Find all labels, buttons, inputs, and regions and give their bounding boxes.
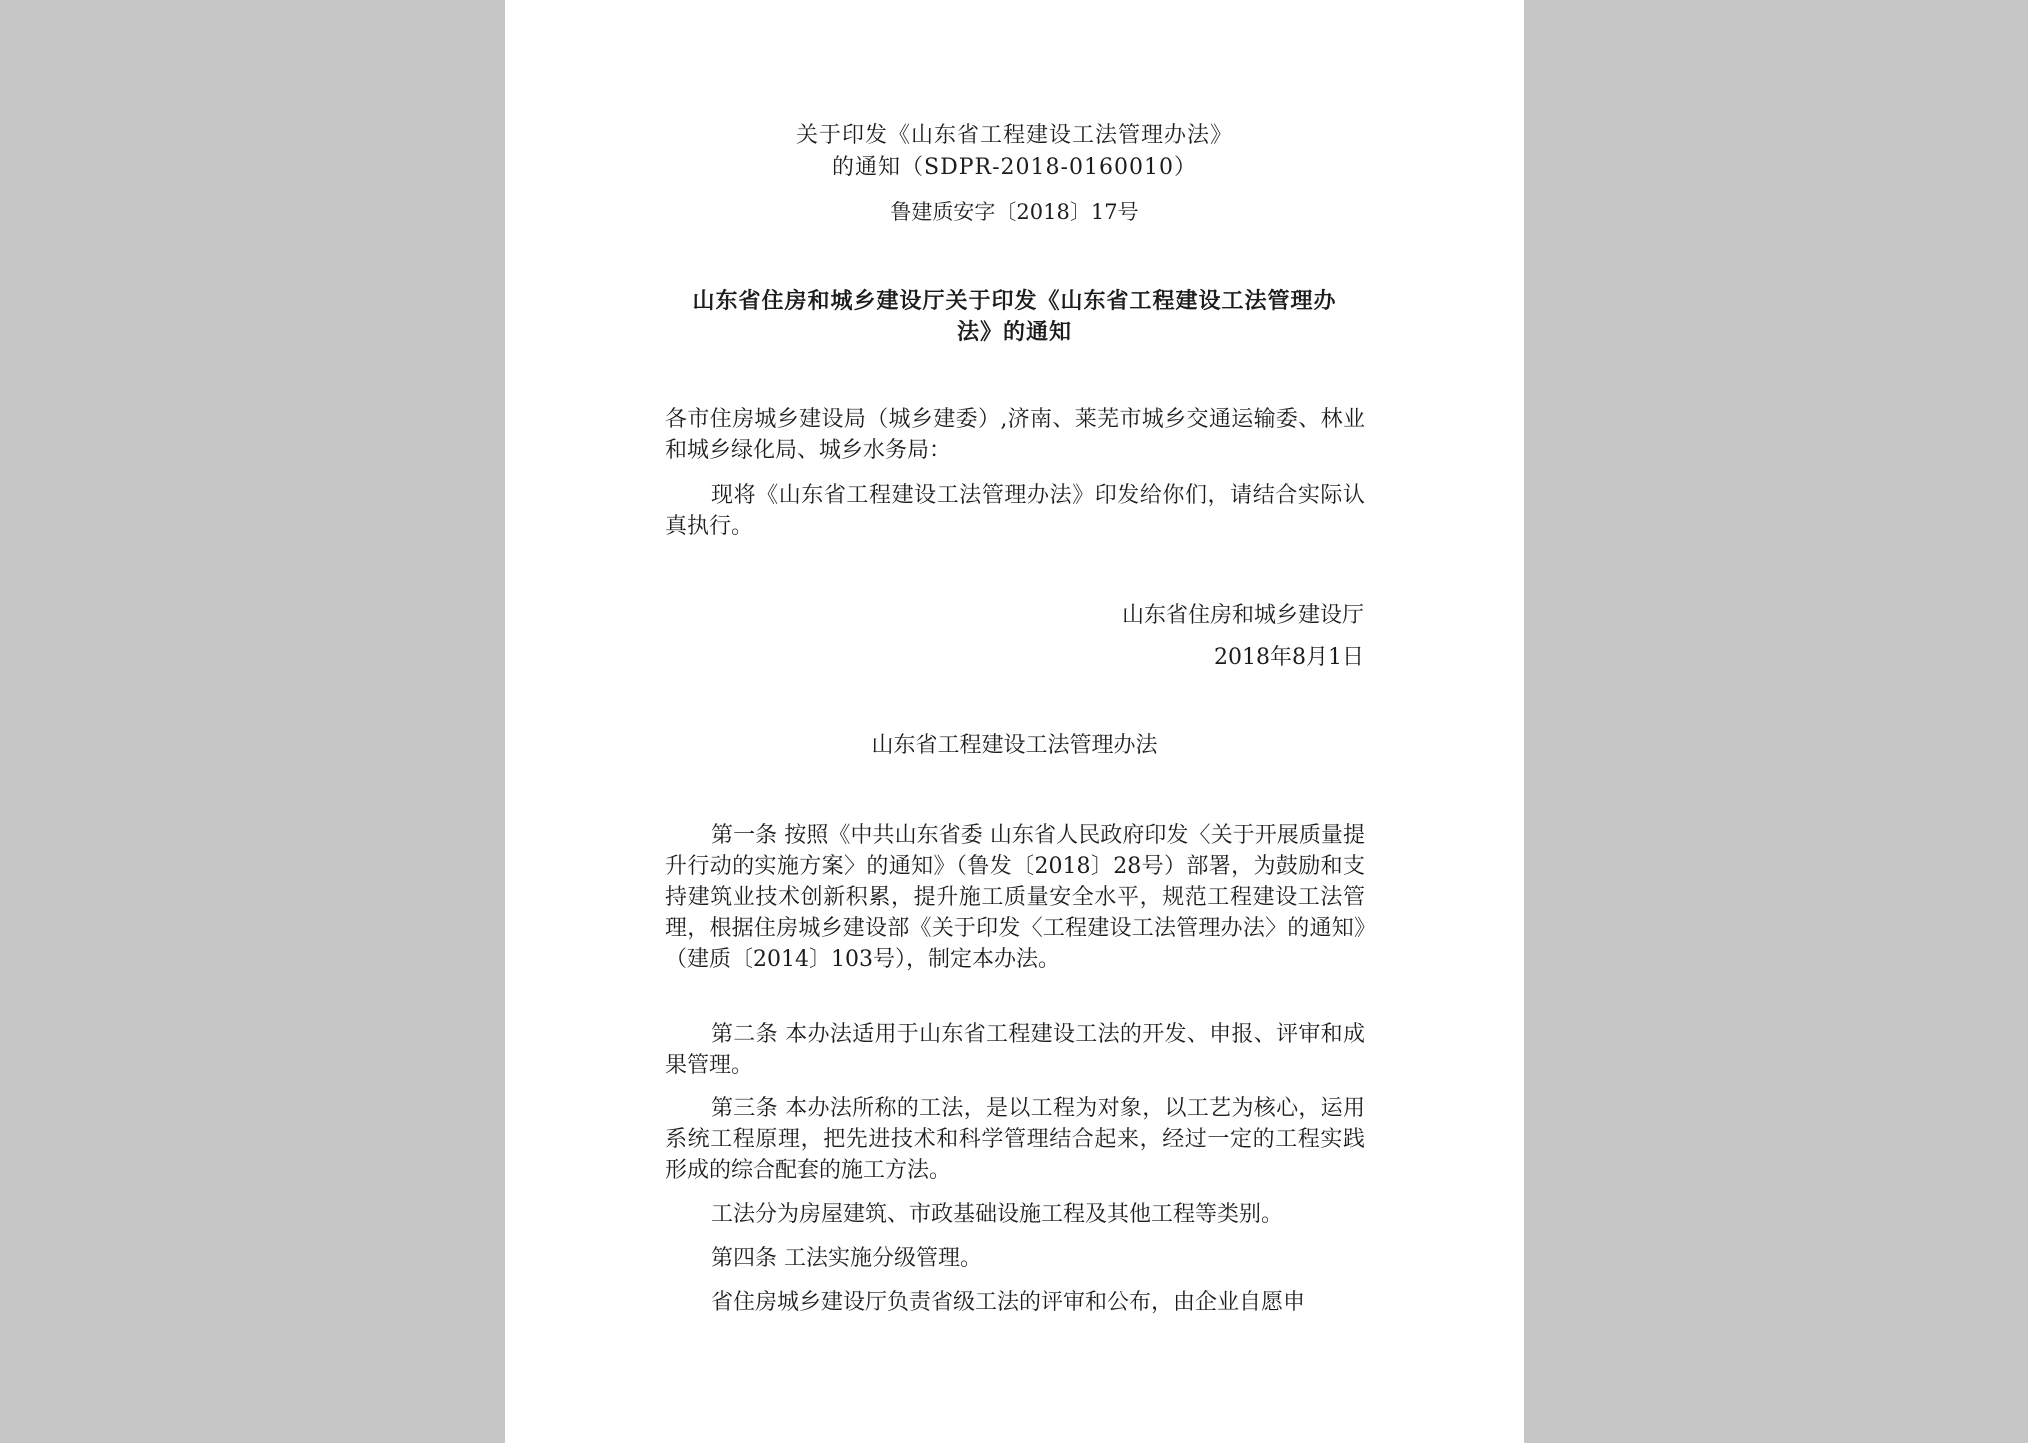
article-3-categories: 工法分为房屋建筑、市政基础设施工程及其他工程等类别。 (711, 1202, 1284, 1227)
article-3-block (665, 1093, 1365, 1186)
article-3: 第三条 本办法所称的工法，是以工程为对象，以工艺为核心，运用系统工程原理，把先进技术和科学管理结合起来，经过一定的工程实践形成的综合配套的施工方法。 (665, 1096, 1365, 1183)
document-page (505, 0, 1524, 1443)
article-3-categories-block (665, 1199, 1365, 1230)
notice-heading-line-1: 山东省住房和城乡建设厅关于印发《山东省工程建设工法管理办 (692, 289, 1337, 314)
intro-block (665, 480, 1365, 542)
signature-organization: 山东省住房和城乡建设厅 (1121, 603, 1364, 628)
measures-title: 山东省工程建设工法管理办法 (871, 733, 1158, 758)
article-4-detail: 省住房城乡建设厅负责省级工法的评审和公布，由企业自愿申 (711, 1290, 1306, 1315)
article-4-block (665, 1243, 1365, 1274)
article-2: 第二条 本办法适用于山东省工程建设工法的开发、申报、评审和成果管理。 (665, 1022, 1365, 1078)
article-2-block (665, 1019, 1365, 1081)
addressee-block (665, 404, 1365, 466)
notice-heading-line-2: 法》的通知 (956, 320, 1072, 345)
addressee: 各市住房城乡建设局（城乡建委）,济南、莱芜市城乡交通运输委、林业和城乡绿化局、城乡水务局： (665, 407, 1365, 463)
document-title-line-2: 的通知（SDPR-2018-0160010） (832, 155, 1197, 180)
article-1-block (665, 820, 1365, 975)
article-1: 第一条 按照《中共山东省委 山东省人民政府印发〈关于开展质量提升行动的实施方案〉的通知》（鲁发〔2018〕28号）部署，为鼓励和支持建筑业技术创新积累，提升施工质量安全水平，规范工程建设工法管理，根据住房城乡建设部《关于印发〈工程建设工法管理办法〉的通知》（建质〔2014〕103号），制定本办法。 (665, 823, 1365, 972)
document-title-line-1: 关于印发《山东省工程建设工法管理办法》 (795, 123, 1233, 148)
intro-paragraph: 现将《山东省工程建设工法管理办法》印发给你们，请结合实际认真执行。 (665, 483, 1365, 539)
document-number: 鲁建质安字〔2018〕17号 (890, 200, 1139, 224)
signature-date: 2018年8月1日 (1214, 645, 1364, 670)
article-4-detail-block (665, 1287, 1365, 1318)
article-4: 第四条 工法实施分级管理。 (711, 1246, 982, 1271)
